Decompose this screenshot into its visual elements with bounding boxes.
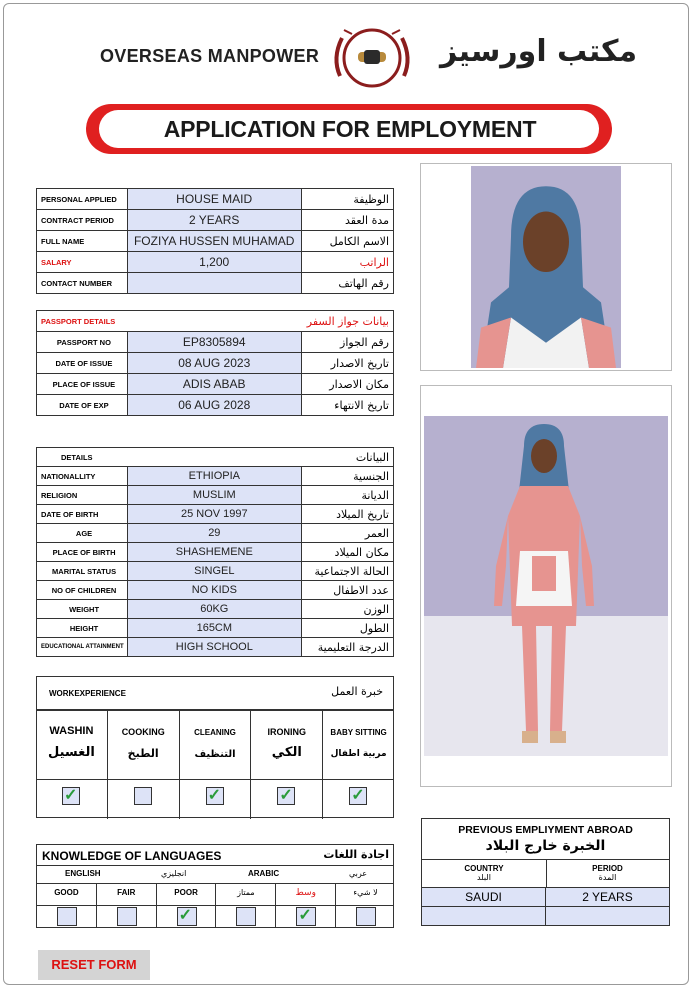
- checkmark-icon: ✓: [178, 907, 193, 924]
- field-label: DATE OF ISSUE: [37, 353, 128, 374]
- skill-checkbox[interactable]: [349, 787, 367, 805]
- field-label-ar: تاريخ الاصدار: [301, 353, 393, 374]
- field-label: CONTRACT PERIOD: [37, 210, 128, 231]
- skill-label: CLEANING: [194, 728, 236, 737]
- table-row: [37, 562, 394, 581]
- work-experience-box: [36, 676, 394, 818]
- languages-title-ar: اجادة اللغات: [323, 848, 389, 861]
- table-row: [37, 374, 394, 395]
- contract-period-field[interactable]: 2 YEARS: [127, 210, 301, 231]
- country-label-ar: البلد: [477, 873, 491, 882]
- checkmark-icon: ✓: [64, 787, 78, 804]
- birth-place-field[interactable]: SHASHEMENE: [128, 543, 301, 562]
- field-label: NATIONALLITY: [37, 467, 128, 486]
- field-label: FULL NAME: [37, 231, 128, 252]
- languages-title: KNOWLEDGE OF LANGUAGES: [42, 849, 222, 863]
- field-label-ar: تاريخ الميلاد: [301, 505, 394, 524]
- nationality-field[interactable]: ETHIOPIA: [128, 467, 301, 486]
- table-row: [37, 505, 394, 524]
- details-title: DETAILS: [37, 448, 302, 467]
- skill-label-ar: مربية اطفال: [330, 749, 387, 759]
- skill-column: [180, 711, 252, 819]
- checkmark-icon: ✓: [298, 907, 312, 924]
- table-row: [37, 353, 394, 374]
- field-label-ar: رقم الهاتف: [301, 273, 394, 294]
- english-label-ar: انجليزي: [161, 869, 187, 878]
- checkmark-icon: ✓: [351, 787, 365, 804]
- table-row: [37, 638, 394, 657]
- religion-field[interactable]: MUSLIM: [128, 486, 301, 505]
- field-label-ar: الديانة: [301, 486, 394, 505]
- country-header: [422, 859, 547, 887]
- table-row: [37, 273, 394, 294]
- field-label: SALARY: [37, 252, 128, 273]
- field-label-ar: الدرجة التعليمية: [301, 638, 394, 657]
- skill-checkbox[interactable]: [62, 787, 80, 805]
- field-label: DATE OF EXP: [37, 395, 128, 416]
- skill-label: BABY SITTING: [330, 728, 387, 737]
- table-row: [37, 332, 394, 353]
- work-experience-title-ar: خبرة العمل: [331, 685, 383, 698]
- job-table: [36, 188, 394, 294]
- language-checkbox[interactable]: [57, 907, 77, 926]
- skill-checkbox[interactable]: [277, 787, 295, 805]
- field-label-ar: الاسم الكامل: [301, 231, 394, 252]
- level-label: ممتاز: [216, 883, 276, 905]
- field-label: EDUCATIONAL ATTAINMENT: [37, 638, 128, 657]
- arabic-label-ar: عربي: [349, 869, 368, 878]
- period-field[interactable]: [546, 907, 669, 925]
- period-label: PERIOD: [592, 864, 623, 873]
- passport-title: PASSPORT DETAILS: [37, 311, 302, 332]
- country-label: COUNTRY: [464, 864, 504, 873]
- skill-column: [108, 711, 180, 819]
- skill-checkbox[interactable]: [206, 787, 224, 805]
- company-name-ar: مكتب اورسيز: [440, 34, 638, 69]
- previous-employment-title-ar: الخبرة خارج البلاد: [485, 838, 606, 854]
- full-body-photo: [420, 385, 672, 787]
- full-body-photo-area: [424, 416, 668, 756]
- checkmark-icon: ✓: [279, 787, 293, 804]
- table-row: [37, 231, 394, 252]
- field-label: AGE: [37, 524, 128, 543]
- table-row: [37, 543, 394, 562]
- field-label-ar: رقم الجواز: [301, 332, 393, 353]
- height-field[interactable]: 165CM: [128, 619, 301, 638]
- field-label-ar: الجنسية: [301, 467, 394, 486]
- children-field[interactable]: NO KIDS: [128, 581, 301, 600]
- table-row: [37, 448, 394, 467]
- field-label: HEIGHT: [37, 619, 128, 638]
- field-label: DATE OF BIRTH: [37, 505, 128, 524]
- skills-grid: [36, 709, 394, 819]
- field-label: MARITAL STATUS: [37, 562, 128, 581]
- skill-column: [323, 711, 394, 819]
- previous-employment-title: PREVIOUS EMPLIYMENT ABROAD: [458, 824, 633, 836]
- salary-field[interactable]: 1,200: [127, 252, 301, 273]
- country-field[interactable]: [422, 907, 546, 925]
- details-table: [36, 447, 394, 657]
- period-header: [546, 859, 669, 887]
- level-label: GOOD: [37, 883, 97, 905]
- field-label: PASSPORT NO: [37, 332, 128, 353]
- table-row: [37, 581, 394, 600]
- levels-row: [37, 883, 395, 905]
- language-checkbox[interactable]: [117, 907, 137, 926]
- field-label: PLACE OF ISSUE: [37, 374, 128, 395]
- period-field[interactable]: 2 YEARS: [546, 888, 669, 906]
- expiry-date-field[interactable]: 06 AUG 2028: [127, 395, 301, 416]
- issue-place-field[interactable]: ADIS ABAB: [127, 374, 301, 395]
- field-label: PERSONAL APPLIED: [37, 189, 128, 210]
- details-title-ar: البيانات: [301, 448, 394, 467]
- field-label-ar: الحالة الاجتماعية: [301, 562, 394, 581]
- language-checkbox[interactable]: [177, 907, 197, 926]
- table-row: [37, 619, 394, 638]
- table-row: [37, 395, 394, 416]
- work-experience-title: WORKEXPERIENCE: [49, 689, 126, 698]
- table-row: [37, 486, 394, 505]
- position-field[interactable]: HOUSE MAID: [127, 189, 301, 210]
- skill-label: WASHIN: [49, 725, 94, 737]
- table-row: [37, 600, 394, 619]
- education-field[interactable]: HIGH SCHOOL: [128, 638, 301, 657]
- issue-date-field[interactable]: 08 AUG 2023: [127, 353, 301, 374]
- language-checkbox[interactable]: [356, 907, 376, 926]
- field-label-ar: مكان الميلاد: [301, 543, 394, 562]
- skill-label-ar: الطبخ: [127, 747, 159, 760]
- skill-label: IRONING: [267, 727, 307, 737]
- portrait-photo: [420, 163, 672, 371]
- period-label-ar: المدة: [598, 873, 617, 882]
- field-label: NO OF CHILDREN: [37, 581, 128, 600]
- skill-label-ar: التنظيف: [194, 749, 236, 760]
- field-label-ar: مكان الاصدار: [301, 374, 393, 395]
- birth-date-field[interactable]: 25 NOV 1997: [128, 505, 301, 524]
- table-row: [37, 189, 394, 210]
- languages-box: [36, 844, 394, 928]
- field-label-ar: عدد الاطفال: [301, 581, 394, 600]
- arabic-label: ARABIC: [248, 869, 280, 878]
- checkmark-icon: ✓: [207, 787, 221, 804]
- passport-table: [36, 310, 394, 416]
- level-label: POOR: [157, 883, 217, 905]
- skill-column: [251, 711, 323, 819]
- skill-checkbox[interactable]: [134, 787, 152, 805]
- previous-employment-box: [421, 818, 670, 926]
- passport-number-field[interactable]: EP8305894: [127, 332, 301, 353]
- skill-column: [36, 711, 108, 819]
- passport-title-ar: بيانات جواز السفر: [301, 311, 393, 332]
- page-title: APPLICATION FOR EMPLOYMENT: [163, 116, 537, 142]
- field-label: WEIGHT: [37, 600, 128, 619]
- field-label-ar: العمر: [301, 524, 394, 543]
- field-label-ar: مدة العقد: [301, 210, 394, 231]
- person-standing-icon: [424, 416, 668, 756]
- table-row: [37, 252, 394, 273]
- field-label-ar: الوظيفة: [301, 189, 394, 210]
- language-checkbox[interactable]: [296, 907, 316, 926]
- reset-form-button[interactable]: RESET FORM: [38, 950, 150, 980]
- skill-label-ar: الكي: [271, 745, 302, 760]
- field-label-ar: الطول: [301, 619, 394, 638]
- company-logo: [326, 20, 418, 96]
- table-row: [37, 311, 394, 332]
- person-portrait-icon: [471, 166, 621, 368]
- portrait-photo-area: [471, 166, 621, 368]
- weight-field[interactable]: 60KG: [128, 600, 301, 619]
- field-label: PLACE OF BIRTH: [37, 543, 128, 562]
- skill-label: COOKING: [121, 727, 165, 737]
- skill-label-ar: الغسيل: [47, 745, 95, 760]
- full-name-field[interactable]: FOZIYA HUSSEN MUHAMAD: [127, 231, 301, 252]
- table-row: [37, 524, 394, 543]
- level-label: وسط: [276, 883, 336, 905]
- field-label: RELIGION: [37, 486, 128, 505]
- country-field[interactable]: SAUDI: [422, 888, 546, 906]
- english-label: ENGLISH: [65, 869, 101, 878]
- marital-status-field[interactable]: SINGEL: [128, 562, 301, 581]
- field-label-ar: تاريخ الانتهاء: [301, 395, 393, 416]
- table-row: [37, 210, 394, 231]
- age-field[interactable]: 29: [128, 524, 301, 543]
- contact-number-field[interactable]: [127, 273, 301, 294]
- company-name-en: OVERSEAS MANPOWER: [100, 46, 320, 66]
- level-label: لا شيء: [353, 888, 378, 897]
- language-checkbox[interactable]: [236, 907, 256, 926]
- language-checkbox-row: [37, 905, 395, 927]
- table-row: [37, 467, 394, 486]
- field-label-ar: الراتب: [301, 252, 394, 273]
- field-label-ar: الوزن: [301, 600, 394, 619]
- field-label: CONTACT NUMBER: [37, 273, 128, 294]
- level-label: FAIR: [97, 883, 157, 905]
